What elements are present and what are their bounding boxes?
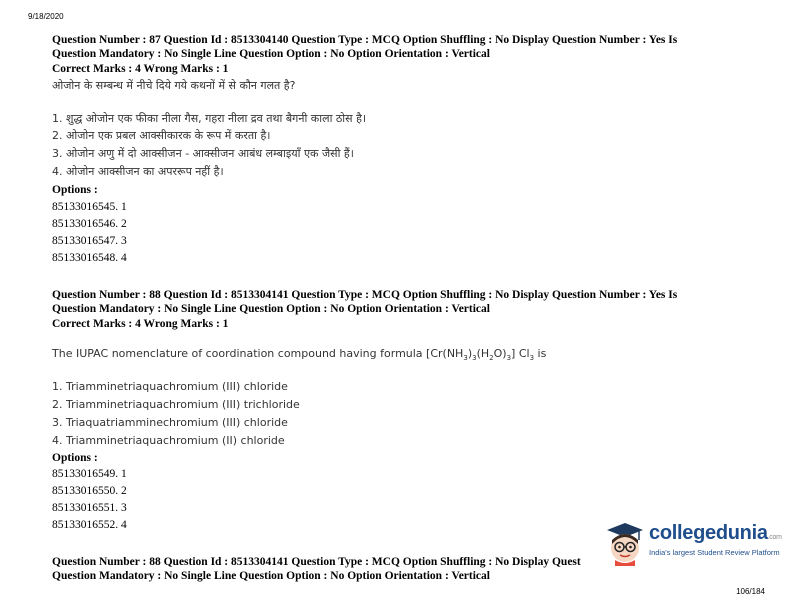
collegedunia-logo [603,520,782,568]
q88-meta-line1: Question Number : 88 Question Id : 8513304141 Question Type : MCQ Option Shuffling : No Display Question Number : Yes Is [52,289,678,301]
q88b-meta-line1: Question Number : 88 Question Id : 8513304141 Question Type : MCQ Option Shuffling : No Display Quest [52,556,581,568]
q87-marks: Correct Marks : 4 Wrong Marks : 1 [52,63,229,75]
q87-meta-line2: Question Mandatory : No Single Line Question Option : No Option Orientation : Vertical [52,48,490,60]
q87-option-id-4: 85133016548. 4 [52,252,127,264]
q88-marks: Correct Marks : 4 Wrong Marks : 1 [52,318,229,330]
q88-option-2: 2. Triamminetriaquachromium (III) trichloride [52,398,300,411]
q87-option-2: 2. ओजोन एक प्रबल आक्सीकारक के रूप में करता है। [52,129,271,142]
q88-meta-line2: Question Mandatory : No Single Line Question Option : No Option Orientation : Vertical [52,303,490,315]
q88-option-id-1: 85133016549. 1 [52,468,127,480]
q88-stem: The IUPAC nomenclature of coordination compound having formula $[Cr(NH_3)_3(H_2O)_3]$ $Cl_3$ is [52,347,547,363]
print-date: 9/18/2020 [28,12,64,21]
q87-stem: ओजोन के सम्बन्ध में नीचे दिये गये कथनों में से कौन गलत है? [52,79,296,92]
q87-option-4: 4. ओजोन आक्सीजन का अपररूप नहीं है। [52,165,224,178]
q88-option-id-2: 85133016550. 2 [52,485,127,497]
q88b-meta-line2: Question Mandatory : No Single Line Question Option : No Option Orientation : Vertical [52,570,490,582]
q88-option-1: 1. Triamminetriaquachromium (III) chloride [52,380,288,393]
q87-option-1: 1. शुद्ध ओजोन एक फीका नीला गैस, गहरा नीला द्रव तथा बैगनी काला ठोस है। [52,112,367,125]
q87-option-id-1: 85133016545. 1 [52,201,127,213]
q87-option-id-2: 85133016546. 2 [52,218,127,230]
page-number: 106/184 [736,587,765,596]
q87-option-3: 3. ओजोन अणु में दो आक्सीजन - आक्सीजन आबंध लम्बाइयाँ एक जैसी हैं। [52,147,354,160]
q88-option-id-4: 85133016552. 4 [52,519,127,531]
q88-options-label: Options : [52,452,98,464]
q88-option-3: 3. Triaquatriamminechromium (III) chloride [52,416,288,429]
q87-option-id-3: 85133016547. 3 [52,235,127,247]
q88-option-4: 4. Triamminetriaquachromium (II) chloride [52,434,285,447]
q87-options-label: Options : [52,184,98,196]
logo-wordmark: collegedunia.com [649,522,782,544]
mascot-icon [603,520,647,566]
q87-meta-line1: Question Number : 87 Question Id : 8513304140 Question Type : MCQ Option Shuffling : No Display Question Number : Yes Is [52,34,678,46]
q88-option-id-3: 85133016551. 3 [52,502,127,514]
logo-tagline: India's largest Student Review Platform [649,548,780,557]
